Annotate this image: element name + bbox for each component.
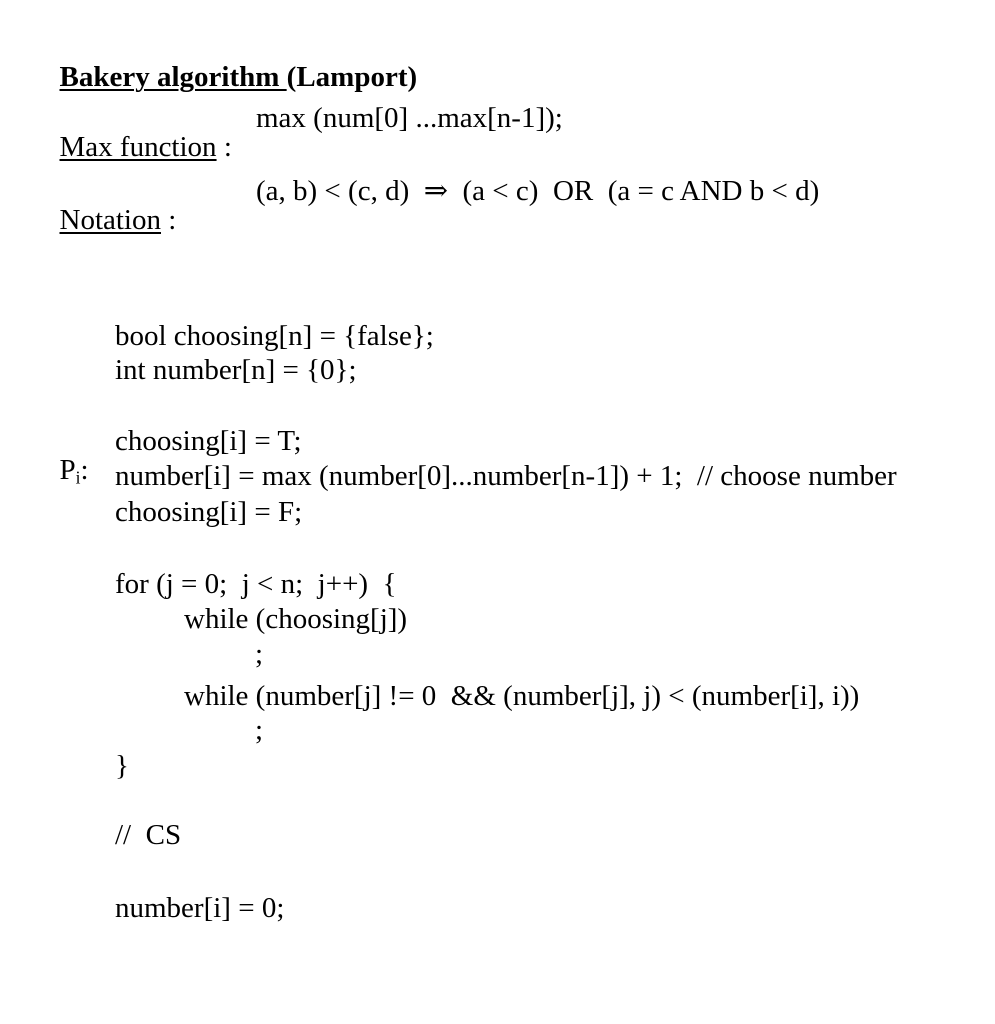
code-while-number: while (number[j] != 0 && (number[j], j) < (number[i], i)) (184, 680, 860, 712)
declaration-choosing: bool choosing[n] = {false}; (115, 320, 434, 352)
process-colon: : (80, 454, 89, 486)
notation-value: (a, b) < (c, d) ⇒ (a < c) OR (a = c AND b < d) (256, 175, 820, 207)
process-subscript: i (75, 467, 81, 488)
declaration-number: int number[n] = {0}; (115, 354, 357, 386)
code-close-brace: } (115, 750, 129, 782)
process-letter: P (59, 454, 76, 486)
code-choose-number: number[i] = max (number[0]...number[n-1]) + 1; // choose number (115, 460, 897, 492)
code-choosing-true: choosing[i] = T; (115, 425, 302, 457)
code-semicolon-1: ; (255, 638, 264, 670)
process-label (45, 427, 89, 487)
notation-colon: : (161, 204, 177, 236)
notation-label: Notation (59, 204, 161, 236)
notation-row (45, 177, 176, 235)
code-cs-comment: // CS (115, 819, 182, 851)
page-title (45, 34, 417, 92)
code-semicolon-2: ; (255, 714, 264, 746)
code-for-loop: for (j = 0; j < n; j++) { (115, 568, 397, 600)
title-suffix: (Lamport) (286, 61, 418, 93)
max-function-row (45, 104, 232, 162)
max-function-colon: : (216, 131, 232, 163)
max-function-label: Max function (59, 131, 217, 163)
code-reset: number[i] = 0; (115, 892, 285, 924)
code-while-choosing: while (choosing[j]) (184, 603, 408, 635)
title-main: Bakery algorithm (59, 61, 287, 93)
max-function-value: max (num[0] ...max[n-1]); (256, 102, 563, 134)
code-choosing-false: choosing[i] = F; (115, 496, 303, 528)
